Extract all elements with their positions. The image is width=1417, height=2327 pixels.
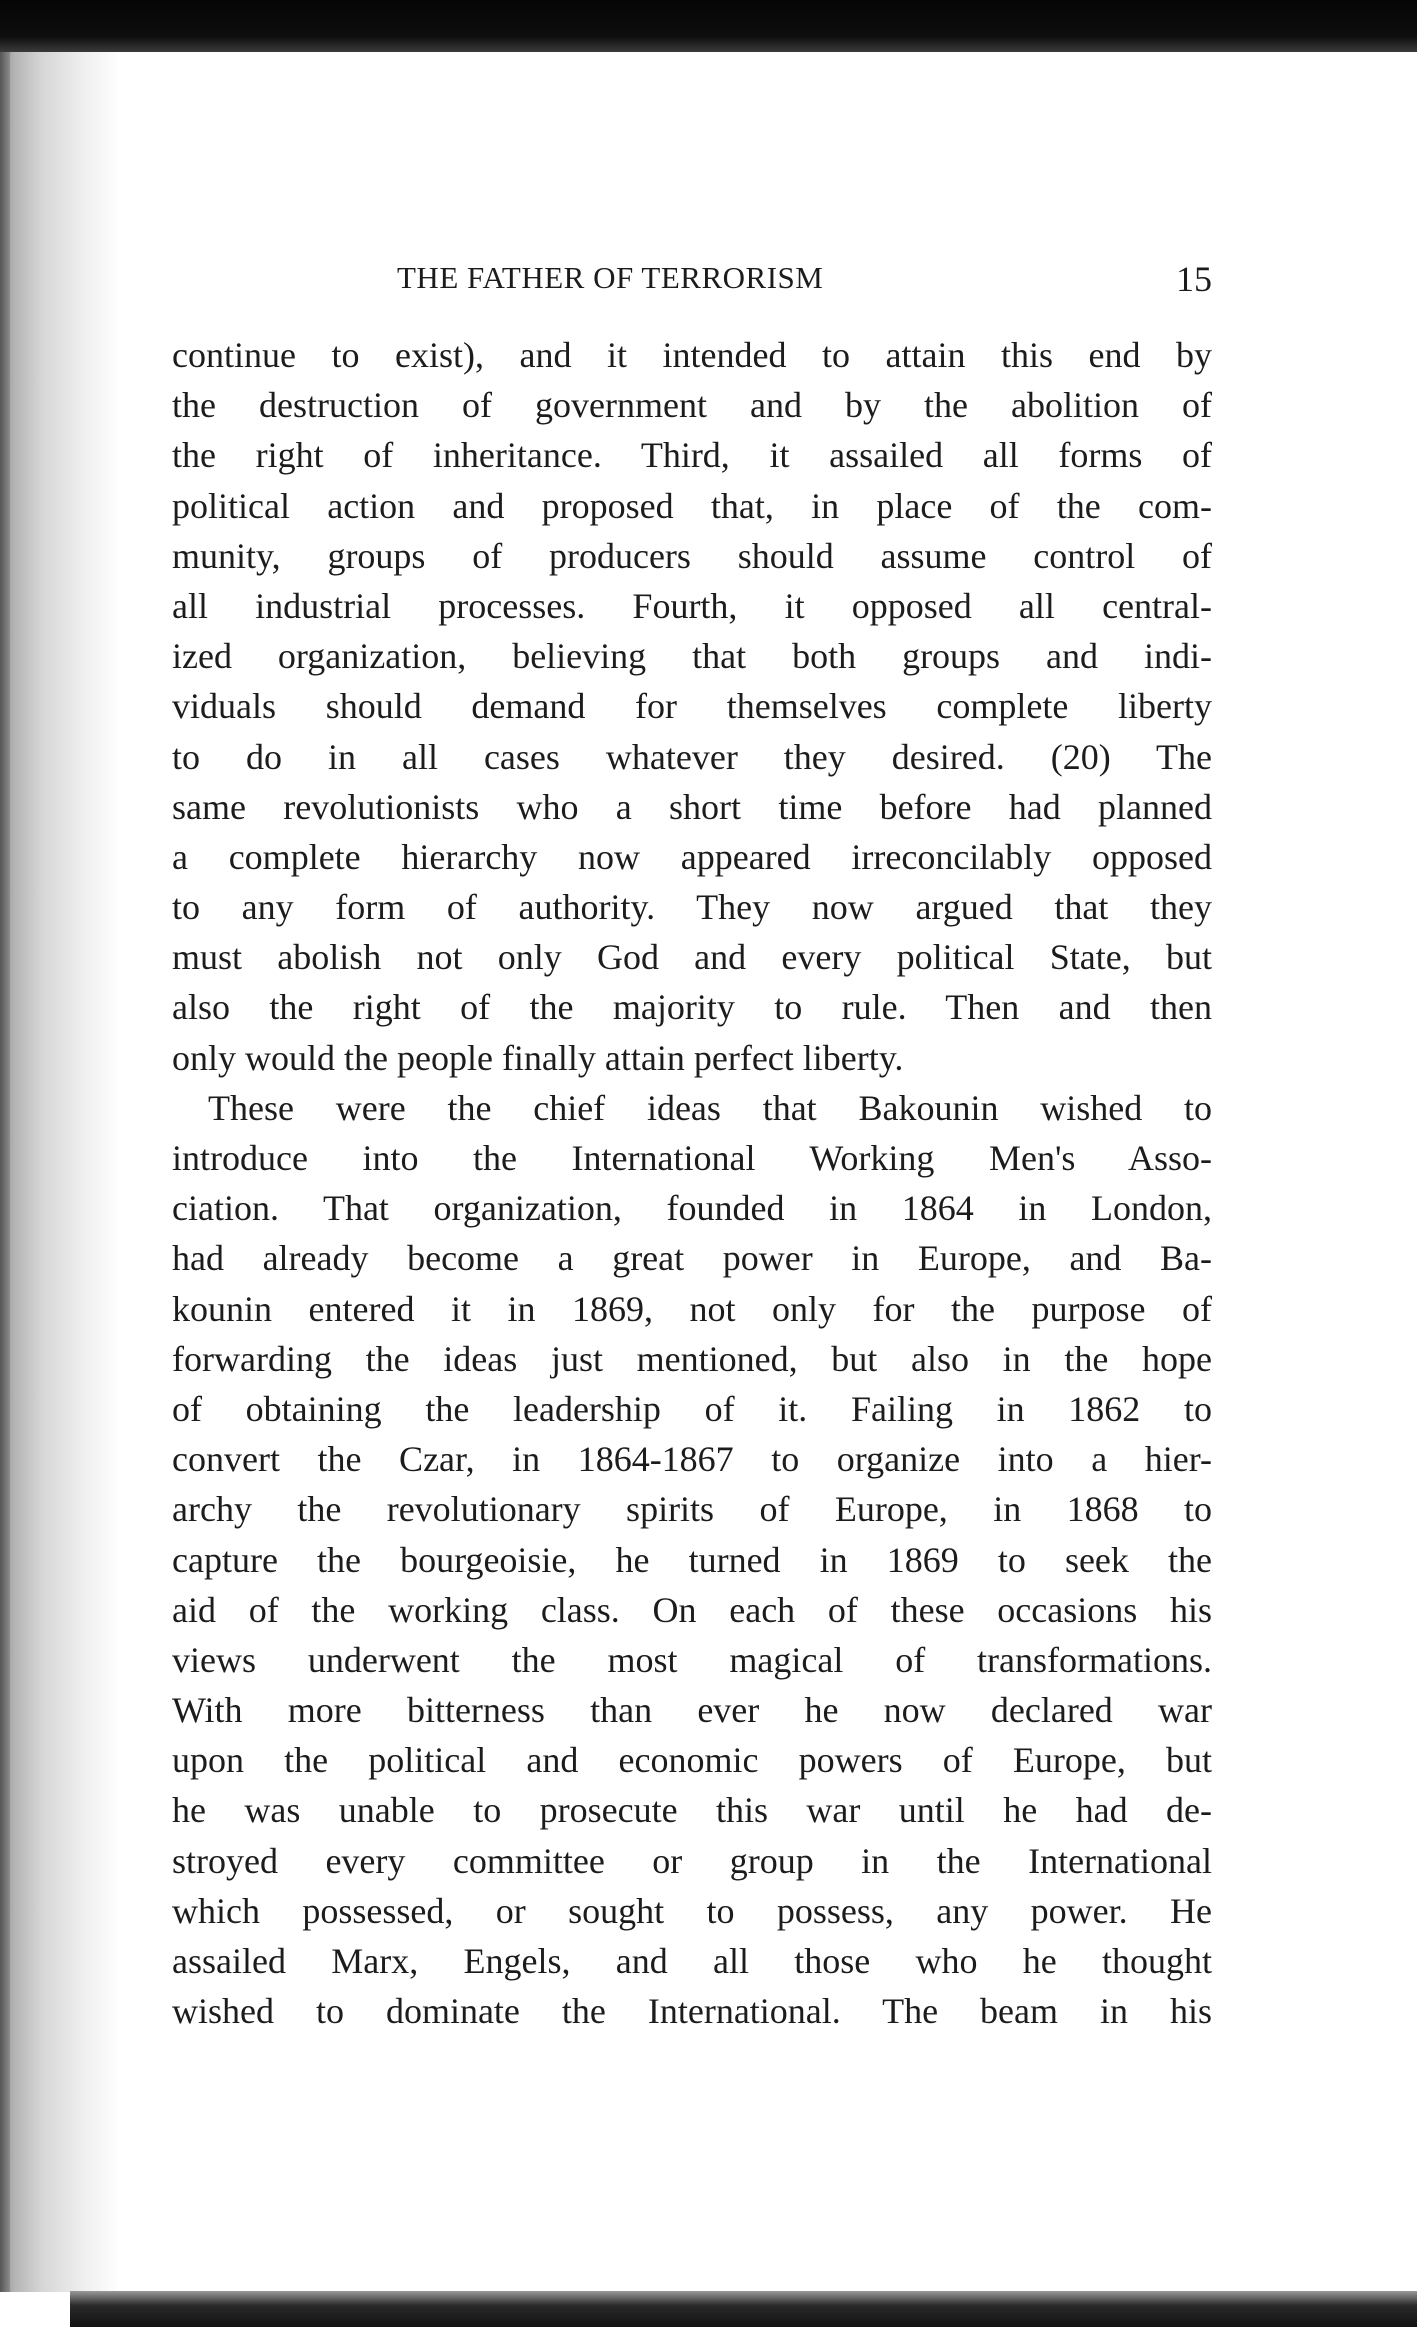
text-line: which possessed, or sought to possess, any power. He (172, 1890, 1212, 1931)
running-title: THE FATHER OF TERRORISM (397, 260, 824, 295)
text-line: the right of inheritance. Third, it assailed all forms of (172, 435, 1212, 476)
text-line: assailed Marx, Engels, and all those who he thought (172, 1941, 1212, 1981)
text-line: stroyed every committee or group in the International (172, 1840, 1212, 1881)
text-line: archy the revolutionary spirits of Europe, in 1868 to (172, 1489, 1212, 1530)
text-line: capture the bourgeoisie, he turned in 1869 to seek the (172, 1539, 1212, 1580)
text-line: only would the people finally attain perfect liberty. (172, 1037, 904, 1078)
text-line: introduce into the International Working Men's Asso- (172, 1138, 1212, 1178)
text-line: had already become a great power in Europe, and Ba- (172, 1238, 1212, 1279)
scan-top-border (0, 0, 1417, 52)
scan-bottom-border (70, 2291, 1417, 2327)
text-line: aid of the working class. On each of these occasions his (172, 1589, 1212, 1630)
text-line: kounin entered it in 1869, not only for the purpose of (172, 1288, 1212, 1329)
text-line: same revolutionists who a short time before had planned (172, 786, 1212, 827)
text-line: wished to dominate the International. The beam in his (172, 1991, 1212, 2032)
text-line: convert the Czar, in 1864-1867 to organize into a hier- (172, 1439, 1212, 1480)
scan-left-edge (0, 52, 10, 2292)
text-line: With more bitterness than ever he now declared war (172, 1690, 1212, 1731)
text-line: ciation. That organization, founded in 1864 in London, (172, 1188, 1212, 1229)
text-line: to any form of authority. They now argued that they (172, 887, 1212, 928)
running-head (172, 258, 1212, 314)
text-line: he was unable to prosecute this war until he had de- (172, 1790, 1212, 1831)
text-line: a complete hierarchy now appeared irreconcilably opposed (172, 836, 1212, 877)
text-line: of obtaining the leadership of it. Failing in 1862 to (172, 1388, 1212, 1429)
text-line: viduals should demand for themselves complete liberty (172, 686, 1212, 727)
text-line: views underwent the most magical of transformations. (172, 1639, 1212, 1680)
paragraph-2 (172, 1083, 1212, 2037)
text-line: forwarding the ideas just mentioned, but also in the hope (172, 1338, 1212, 1379)
text-line: all industrial processes. Fourth, it opposed all central- (172, 585, 1212, 626)
page-number: 15 (1176, 259, 1212, 299)
text-line: political action and proposed that, in place of the com- (172, 485, 1212, 526)
text-line: ized organization, believing that both groups and indi- (172, 636, 1212, 677)
text-line: to do in all cases whatever they desired. (20) The (172, 736, 1212, 777)
text-line: also the right of the majority to rule. Then and then (172, 987, 1212, 1028)
paragraph-1 (172, 330, 1212, 1083)
book-page (172, 258, 1212, 2036)
text-line: These were the chief ideas that Bakounin wished to (208, 1087, 1212, 1128)
text-line: upon the political and economic powers of Europe, but (172, 1740, 1212, 1781)
book-gutter-shadow (0, 52, 120, 2292)
text-line: munity, groups of producers should assume control of (172, 535, 1212, 576)
text-line: continue to exist), and it intended to attain this end by (172, 335, 1212, 375)
text-line: must abolish not only God and every political State, but (172, 937, 1212, 978)
text-line: the destruction of government and by the abolition of (172, 385, 1212, 426)
body-text (172, 330, 1212, 2036)
